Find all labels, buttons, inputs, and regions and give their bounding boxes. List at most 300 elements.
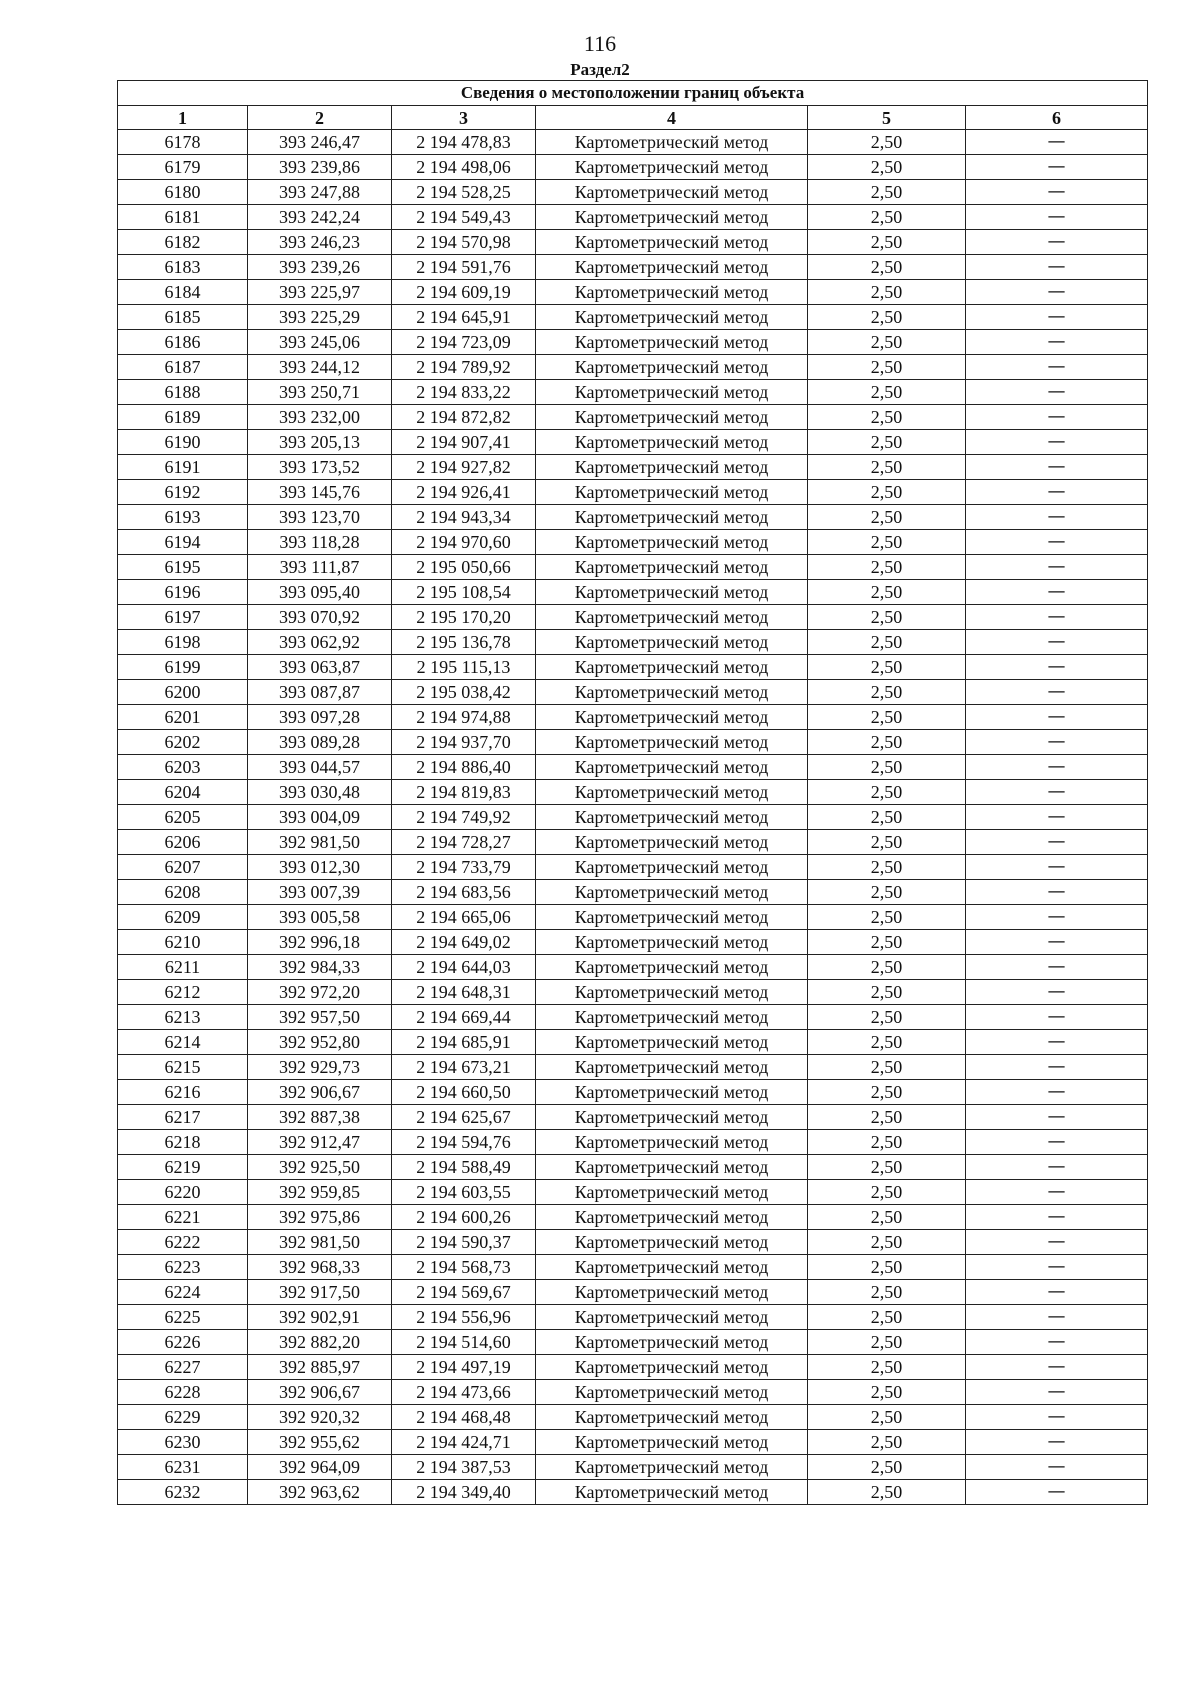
point-number-cell: 6215 [118, 1055, 248, 1080]
note-cell: — [966, 1480, 1148, 1505]
method-cell: Картометрический метод [536, 130, 808, 155]
coord-y-cell: 2 194 387,53 [392, 1455, 536, 1480]
accuracy-cell: 2,50 [808, 580, 966, 605]
coord-y-cell: 2 194 660,50 [392, 1080, 536, 1105]
coord-y-cell: 2 194 886,40 [392, 755, 536, 780]
method-cell: Картометрический метод [536, 380, 808, 405]
coord-x-cell: 392 882,20 [248, 1330, 392, 1355]
point-number-cell: 6200 [118, 680, 248, 705]
note-cell: — [966, 1380, 1148, 1405]
accuracy-cell: 2,50 [808, 355, 966, 380]
note-cell: — [966, 1230, 1148, 1255]
accuracy-cell: 2,50 [808, 1205, 966, 1230]
point-number-cell: 6178 [118, 130, 248, 155]
coord-y-cell: 2 194 970,60 [392, 530, 536, 555]
coord-x-cell: 392 952,80 [248, 1030, 392, 1055]
coord-y-cell: 2 194 568,73 [392, 1255, 536, 1280]
method-cell: Картометрический метод [536, 1430, 808, 1455]
accuracy-cell: 2,50 [808, 1130, 966, 1155]
point-number-cell: 6207 [118, 855, 248, 880]
point-number-cell: 6193 [118, 505, 248, 530]
table-row [118, 1005, 1148, 1030]
note-cell: — [966, 230, 1148, 255]
point-number-cell: 6183 [118, 255, 248, 280]
coord-x-cell: 393 087,87 [248, 680, 392, 705]
coord-y-cell: 2 194 570,98 [392, 230, 536, 255]
accuracy-cell: 2,50 [808, 280, 966, 305]
point-number-cell: 6208 [118, 880, 248, 905]
method-cell: Картометрический метод [536, 1280, 808, 1305]
point-number-cell: 6210 [118, 930, 248, 955]
point-number-cell: 6194 [118, 530, 248, 555]
coord-y-cell: 2 194 569,67 [392, 1280, 536, 1305]
coord-y-cell: 2 194 556,96 [392, 1305, 536, 1330]
point-number-cell: 6225 [118, 1305, 248, 1330]
note-cell: — [966, 855, 1148, 880]
note-cell: — [966, 180, 1148, 205]
accuracy-cell: 2,50 [808, 1355, 966, 1380]
coord-x-cell: 392 912,47 [248, 1130, 392, 1155]
coord-x-cell: 392 917,50 [248, 1280, 392, 1305]
method-cell: Картометрический метод [536, 1230, 808, 1255]
coord-x-cell: 393 005,58 [248, 905, 392, 930]
coord-x-cell: 392 957,50 [248, 1005, 392, 1030]
coord-y-cell: 2 194 549,43 [392, 205, 536, 230]
coord-y-cell: 2 194 907,41 [392, 430, 536, 455]
method-cell: Картометрический метод [536, 230, 808, 255]
table-row [118, 230, 1148, 255]
coord-x-cell: 393 245,06 [248, 330, 392, 355]
accuracy-cell: 2,50 [808, 380, 966, 405]
coord-y-cell: 2 194 833,22 [392, 380, 536, 405]
accuracy-cell: 2,50 [808, 555, 966, 580]
table-row [118, 305, 1148, 330]
coord-x-cell: 392 955,62 [248, 1430, 392, 1455]
table-row [118, 980, 1148, 1005]
accuracy-cell: 2,50 [808, 880, 966, 905]
coord-y-cell: 2 194 649,02 [392, 930, 536, 955]
note-cell: — [966, 1205, 1148, 1230]
table-row [118, 1155, 1148, 1180]
table-row [118, 505, 1148, 530]
point-number-cell: 6224 [118, 1280, 248, 1305]
coord-x-cell: 393 205,13 [248, 430, 392, 455]
point-number-cell: 6231 [118, 1455, 248, 1480]
table-row [118, 1380, 1148, 1405]
accuracy-cell: 2,50 [808, 255, 966, 280]
accuracy-cell: 2,50 [808, 430, 966, 455]
accuracy-cell: 2,50 [808, 655, 966, 680]
table-row [118, 1255, 1148, 1280]
point-number-cell: 6211 [118, 955, 248, 980]
point-number-cell: 6187 [118, 355, 248, 380]
coord-x-cell: 393 007,39 [248, 880, 392, 905]
note-cell: — [966, 530, 1148, 555]
note-cell: — [966, 1105, 1148, 1130]
table-row [118, 905, 1148, 930]
coord-y-cell: 2 194 478,83 [392, 130, 536, 155]
accuracy-cell: 2,50 [808, 1305, 966, 1330]
coord-x-cell: 392 996,18 [248, 930, 392, 955]
method-cell: Картометрический метод [536, 180, 808, 205]
accuracy-cell: 2,50 [808, 1330, 966, 1355]
point-number-cell: 6217 [118, 1105, 248, 1130]
accuracy-cell: 2,50 [808, 755, 966, 780]
method-cell: Картометрический метод [536, 1080, 808, 1105]
table-header [118, 81, 1148, 130]
coord-y-cell: 2 194 473,66 [392, 1380, 536, 1405]
coord-x-cell: 393 225,29 [248, 305, 392, 330]
boundary-table [117, 80, 1148, 1505]
point-number-cell: 6228 [118, 1380, 248, 1405]
note-cell: — [966, 680, 1148, 705]
note-cell: — [966, 1180, 1148, 1205]
coord-x-cell: 393 239,26 [248, 255, 392, 280]
point-number-cell: 6186 [118, 330, 248, 355]
method-cell: Картометрический метод [536, 905, 808, 930]
coord-y-cell: 2 194 648,31 [392, 980, 536, 1005]
table-row [118, 1305, 1148, 1330]
coord-x-cell: 392 981,50 [248, 1230, 392, 1255]
coord-y-cell: 2 194 665,06 [392, 905, 536, 930]
accuracy-cell: 2,50 [808, 1255, 966, 1280]
method-cell: Картометрический метод [536, 805, 808, 830]
table-row [118, 1405, 1148, 1430]
note-cell: — [966, 1130, 1148, 1155]
coord-x-cell: 392 920,32 [248, 1405, 392, 1430]
coord-x-cell: 393 095,40 [248, 580, 392, 605]
note-cell: — [966, 1455, 1148, 1480]
coord-y-cell: 2 195 108,54 [392, 580, 536, 605]
point-number-cell: 6221 [118, 1205, 248, 1230]
accuracy-cell: 2,50 [808, 1030, 966, 1055]
method-cell: Картометрический метод [536, 355, 808, 380]
coord-y-cell: 2 195 115,13 [392, 655, 536, 680]
coord-y-cell: 2 194 349,40 [392, 1480, 536, 1505]
accuracy-cell: 2,50 [808, 455, 966, 480]
table-row [118, 480, 1148, 505]
accuracy-cell: 2,50 [808, 130, 966, 155]
coord-y-cell: 2 194 974,88 [392, 705, 536, 730]
method-cell: Картометрический метод [536, 1380, 808, 1405]
coord-x-cell: 393 089,28 [248, 730, 392, 755]
method-cell: Картометрический метод [536, 1355, 808, 1380]
coord-x-cell: 392 887,38 [248, 1105, 392, 1130]
point-number-cell: 6201 [118, 705, 248, 730]
coord-x-cell: 393 012,30 [248, 855, 392, 880]
coord-y-cell: 2 194 603,55 [392, 1180, 536, 1205]
point-number-cell: 6230 [118, 1430, 248, 1455]
note-cell: — [966, 255, 1148, 280]
accuracy-cell: 2,50 [808, 155, 966, 180]
note-cell: — [966, 455, 1148, 480]
note-cell: — [966, 1155, 1148, 1180]
coord-x-cell: 392 968,33 [248, 1255, 392, 1280]
method-cell: Картометрический метод [536, 755, 808, 780]
method-cell: Картометрический метод [536, 955, 808, 980]
note-cell: — [966, 1405, 1148, 1430]
method-cell: Картометрический метод [536, 855, 808, 880]
point-number-cell: 6205 [118, 805, 248, 830]
note-cell: — [966, 1055, 1148, 1080]
point-number-cell: 6222 [118, 1230, 248, 1255]
note-cell: — [966, 1280, 1148, 1305]
coord-x-cell: 393 145,76 [248, 480, 392, 505]
accuracy-cell: 2,50 [808, 305, 966, 330]
coord-x-cell: 392 885,97 [248, 1355, 392, 1380]
coord-x-cell: 393 247,88 [248, 180, 392, 205]
method-cell: Картометрический метод [536, 830, 808, 855]
point-number-cell: 6196 [118, 580, 248, 605]
point-number-cell: 6181 [118, 205, 248, 230]
method-cell: Картометрический метод [536, 630, 808, 655]
accuracy-cell: 2,50 [808, 1155, 966, 1180]
column-number: 3 [392, 106, 536, 130]
note-cell: — [966, 605, 1148, 630]
column-number-row [118, 106, 1148, 130]
table-row [118, 680, 1148, 705]
note-cell: — [966, 330, 1148, 355]
coord-x-cell: 392 929,73 [248, 1055, 392, 1080]
note-cell: — [966, 1005, 1148, 1030]
column-number: 2 [248, 106, 392, 130]
accuracy-cell: 2,50 [808, 805, 966, 830]
method-cell: Картометрический метод [536, 1005, 808, 1030]
method-cell: Картометрический метод [536, 780, 808, 805]
method-cell: Картометрический метод [536, 1255, 808, 1280]
coord-x-cell: 393 030,48 [248, 780, 392, 805]
method-cell: Картометрический метод [536, 255, 808, 280]
note-cell: — [966, 1430, 1148, 1455]
point-number-cell: 6203 [118, 755, 248, 780]
coord-x-cell: 392 925,50 [248, 1155, 392, 1180]
point-number-cell: 6212 [118, 980, 248, 1005]
coord-y-cell: 2 194 872,82 [392, 405, 536, 430]
note-cell: — [966, 305, 1148, 330]
method-cell: Картометрический метод [536, 155, 808, 180]
coord-y-cell: 2 194 937,70 [392, 730, 536, 755]
table-row [118, 580, 1148, 605]
method-cell: Картометрический метод [536, 1130, 808, 1155]
accuracy-cell: 2,50 [808, 480, 966, 505]
method-cell: Картометрический метод [536, 1205, 808, 1230]
table-row [118, 605, 1148, 630]
coord-y-cell: 2 194 594,76 [392, 1130, 536, 1155]
point-number-cell: 6179 [118, 155, 248, 180]
table-row [118, 1355, 1148, 1380]
point-number-cell: 6192 [118, 480, 248, 505]
coord-y-cell: 2 194 943,34 [392, 505, 536, 530]
point-number-cell: 6180 [118, 180, 248, 205]
coord-x-cell: 393 111,87 [248, 555, 392, 580]
coord-x-cell: 393 063,87 [248, 655, 392, 680]
table-row [118, 930, 1148, 955]
table-row [118, 705, 1148, 730]
method-cell: Картометрический метод [536, 280, 808, 305]
coord-x-cell: 392 975,86 [248, 1205, 392, 1230]
accuracy-cell: 2,50 [808, 1430, 966, 1455]
note-cell: — [966, 480, 1148, 505]
accuracy-cell: 2,50 [808, 830, 966, 855]
coord-y-cell: 2 194 514,60 [392, 1330, 536, 1355]
table-row [118, 180, 1148, 205]
coord-y-cell: 2 194 600,26 [392, 1205, 536, 1230]
note-cell: — [966, 555, 1148, 580]
coord-x-cell: 392 984,33 [248, 955, 392, 980]
method-cell: Картометрический метод [536, 655, 808, 680]
table-row [118, 1230, 1148, 1255]
method-cell: Картометрический метод [536, 1305, 808, 1330]
point-number-cell: 6209 [118, 905, 248, 930]
coord-x-cell: 393 044,57 [248, 755, 392, 780]
coord-y-cell: 2 194 927,82 [392, 455, 536, 480]
table-row [118, 530, 1148, 555]
coord-y-cell: 2 194 733,79 [392, 855, 536, 880]
table-row [118, 1430, 1148, 1455]
accuracy-cell: 2,50 [808, 855, 966, 880]
coord-x-cell: 392 981,50 [248, 830, 392, 855]
point-number-cell: 6191 [118, 455, 248, 480]
note-cell: — [966, 980, 1148, 1005]
table-row [118, 330, 1148, 355]
note-cell: — [966, 380, 1148, 405]
coord-y-cell: 2 194 528,25 [392, 180, 536, 205]
coord-x-cell: 393 244,12 [248, 355, 392, 380]
method-cell: Картометрический метод [536, 1455, 808, 1480]
point-number-cell: 6216 [118, 1080, 248, 1105]
accuracy-cell: 2,50 [808, 1005, 966, 1030]
coord-x-cell: 393 097,28 [248, 705, 392, 730]
coord-x-cell: 393 118,28 [248, 530, 392, 555]
column-number: 4 [536, 106, 808, 130]
note-cell: — [966, 280, 1148, 305]
note-cell: — [966, 1255, 1148, 1280]
table-row [118, 205, 1148, 230]
point-number-cell: 6204 [118, 780, 248, 805]
coord-x-cell: 392 959,85 [248, 1180, 392, 1205]
accuracy-cell: 2,50 [808, 405, 966, 430]
table-row [118, 430, 1148, 455]
coord-x-cell: 393 239,86 [248, 155, 392, 180]
coord-x-cell: 393 225,97 [248, 280, 392, 305]
accuracy-cell: 2,50 [808, 1105, 966, 1130]
coord-x-cell: 392 963,62 [248, 1480, 392, 1505]
table-row [118, 805, 1148, 830]
note-cell: — [966, 355, 1148, 380]
table-body [118, 130, 1148, 1505]
note-cell: — [966, 905, 1148, 930]
coord-y-cell: 2 194 669,44 [392, 1005, 536, 1030]
note-cell: — [966, 780, 1148, 805]
coord-x-cell: 393 232,00 [248, 405, 392, 430]
note-cell: — [966, 705, 1148, 730]
accuracy-cell: 2,50 [808, 1480, 966, 1505]
coord-x-cell: 393 250,71 [248, 380, 392, 405]
accuracy-cell: 2,50 [808, 1405, 966, 1430]
coord-x-cell: 393 246,23 [248, 230, 392, 255]
table-caption-row [118, 81, 1148, 106]
accuracy-cell: 2,50 [808, 330, 966, 355]
page-number: 116 [583, 31, 617, 56]
coord-y-cell: 2 194 645,91 [392, 305, 536, 330]
column-number: 1 [118, 106, 248, 130]
coord-y-cell: 2 194 424,71 [392, 1430, 536, 1455]
point-number-cell: 6206 [118, 830, 248, 855]
point-number-cell: 6214 [118, 1030, 248, 1055]
method-cell: Картометрический метод [536, 1480, 808, 1505]
method-cell: Картометрический метод [536, 680, 808, 705]
coord-x-cell: 393 070,92 [248, 605, 392, 630]
method-cell: Картометрический метод [536, 1105, 808, 1130]
table-row [118, 1280, 1148, 1305]
point-number-cell: 6195 [118, 555, 248, 580]
point-number-cell: 6199 [118, 655, 248, 680]
point-number-cell: 6190 [118, 430, 248, 455]
table-row [118, 1330, 1148, 1355]
accuracy-cell: 2,50 [808, 1180, 966, 1205]
point-number-cell: 6184 [118, 280, 248, 305]
accuracy-cell: 2,50 [808, 705, 966, 730]
table-row [118, 1130, 1148, 1155]
coord-x-cell: 393 123,70 [248, 505, 392, 530]
accuracy-cell: 2,50 [808, 630, 966, 655]
table-row [118, 755, 1148, 780]
point-number-cell: 6223 [118, 1255, 248, 1280]
note-cell: — [966, 580, 1148, 605]
method-cell: Картометрический метод [536, 505, 808, 530]
table-row [118, 155, 1148, 180]
coord-y-cell: 2 194 468,48 [392, 1405, 536, 1430]
note-cell: — [966, 205, 1148, 230]
method-cell: Картометрический метод [536, 1055, 808, 1080]
coord-x-cell: 392 972,20 [248, 980, 392, 1005]
method-cell: Картометрический метод [536, 580, 808, 605]
coord-y-cell: 2 194 685,91 [392, 1030, 536, 1055]
note-cell: — [966, 130, 1148, 155]
method-cell: Картометрический метод [536, 880, 808, 905]
point-number-cell: 6197 [118, 605, 248, 630]
note-cell: — [966, 1030, 1148, 1055]
accuracy-cell: 2,50 [808, 605, 966, 630]
accuracy-cell: 2,50 [808, 205, 966, 230]
coord-x-cell: 393 062,92 [248, 630, 392, 655]
table-row [118, 1105, 1148, 1130]
coord-y-cell: 2 195 050,66 [392, 555, 536, 580]
note-cell: — [966, 805, 1148, 830]
table-row [118, 780, 1148, 805]
accuracy-cell: 2,50 [808, 230, 966, 255]
coord-y-cell: 2 194 591,76 [392, 255, 536, 280]
table-row [118, 255, 1148, 280]
coord-x-cell: 392 964,09 [248, 1455, 392, 1480]
table-row [118, 655, 1148, 680]
note-cell: — [966, 155, 1148, 180]
coord-x-cell: 393 242,24 [248, 205, 392, 230]
method-cell: Картометрический метод [536, 1180, 808, 1205]
coord-y-cell: 2 194 497,19 [392, 1355, 536, 1380]
column-number: 6 [966, 106, 1148, 130]
table-row [118, 1205, 1148, 1230]
table-row [118, 880, 1148, 905]
accuracy-cell: 2,50 [808, 780, 966, 805]
method-cell: Картометрический метод [536, 1155, 808, 1180]
coord-x-cell: 393 246,47 [248, 130, 392, 155]
coord-y-cell: 2 194 644,03 [392, 955, 536, 980]
accuracy-cell: 2,50 [808, 680, 966, 705]
point-number-cell: 6198 [118, 630, 248, 655]
point-number-cell: 6227 [118, 1355, 248, 1380]
table-row [118, 730, 1148, 755]
